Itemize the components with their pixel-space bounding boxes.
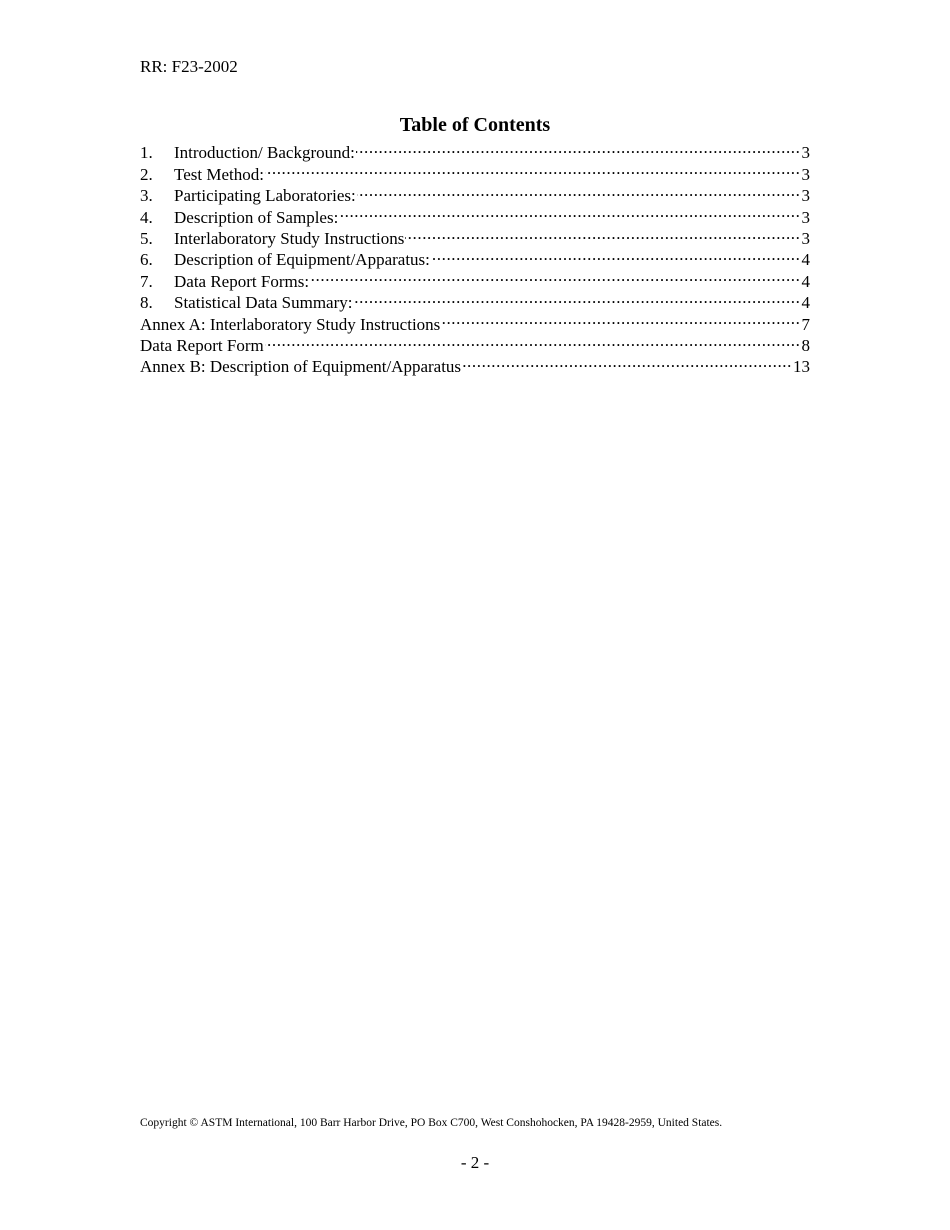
toc-entry-title: Participating Laboratories: [174, 186, 356, 206]
toc-entry-title: Annex B: Description of Equipment/Apparatus [140, 357, 462, 377]
toc-entry-page: 8 [801, 335, 810, 355]
toc-entry-page: 4 [801, 293, 810, 313]
toc-title: Table of Contents [399, 114, 551, 136]
toc-dot-leader [265, 330, 801, 351]
toc-entry-number: 6. [140, 250, 153, 270]
toc-dot-leader [353, 287, 800, 308]
document-reference: RR: F23-2002 [140, 57, 238, 76]
toc-entry-title: Data Report Forms: [174, 271, 310, 291]
toc-entry-page: 7 [801, 314, 810, 334]
page-number: - 2 - [460, 1153, 490, 1172]
toc-entry-number: 7. [140, 271, 153, 291]
table-of-contents [140, 137, 810, 377]
toc-entry-page: 4 [801, 271, 810, 291]
toc-entry-page: 3 [801, 143, 810, 163]
toc-entry-title: Description of Equipment/Apparatus: [174, 250, 430, 270]
toc-dot-leader [339, 201, 800, 222]
toc-entry-title: Annex A: Interlaboratory Study Instructions [140, 314, 441, 334]
toc-entry-number: 8. [140, 293, 153, 313]
toc-dot-leader [357, 180, 801, 201]
toc-entry-page: 3 [801, 228, 810, 248]
toc-dot-leader [356, 137, 801, 158]
toc-entry-title: Data Report Form [140, 335, 264, 355]
toc-dot-leader [265, 158, 801, 179]
toc-entry-number: 1. [140, 143, 153, 163]
toc-entry-page: 4 [801, 250, 810, 270]
toc-entry-page: 3 [801, 164, 810, 184]
toc-dot-leader [441, 308, 800, 329]
toc-entry-number: 4. [140, 207, 153, 227]
toc-entry-introduction[interactable] [140, 137, 810, 163]
toc-dot-leader [310, 265, 800, 286]
toc-dot-leader [462, 351, 792, 372]
toc-entry-title: Interlaboratory Study Instructions [174, 228, 405, 248]
toc-entry-title: Test Method: [174, 164, 264, 184]
toc-dot-leader [405, 223, 800, 244]
toc-entry-number: 5. [140, 228, 153, 248]
toc-entry-page: 13 [793, 357, 810, 377]
toc-entry-number: 2. [140, 164, 153, 184]
toc-entry-title: Introduction/ Background: [174, 143, 355, 163]
toc-dot-leader [431, 244, 801, 265]
toc-entry-number: 3. [140, 186, 153, 206]
toc-entry-title: Description of Samples: [174, 207, 339, 227]
toc-entry-page: 3 [801, 186, 810, 206]
toc-entry-title: Statistical Data Summary: [174, 293, 353, 313]
toc-entry-page: 3 [801, 207, 810, 227]
copyright-notice: Copyright © ASTM International, 100 Barr Harbor Drive, PO Box C700, West Conshohocken, PA 19428-2959, United States. [140, 1117, 723, 1129]
